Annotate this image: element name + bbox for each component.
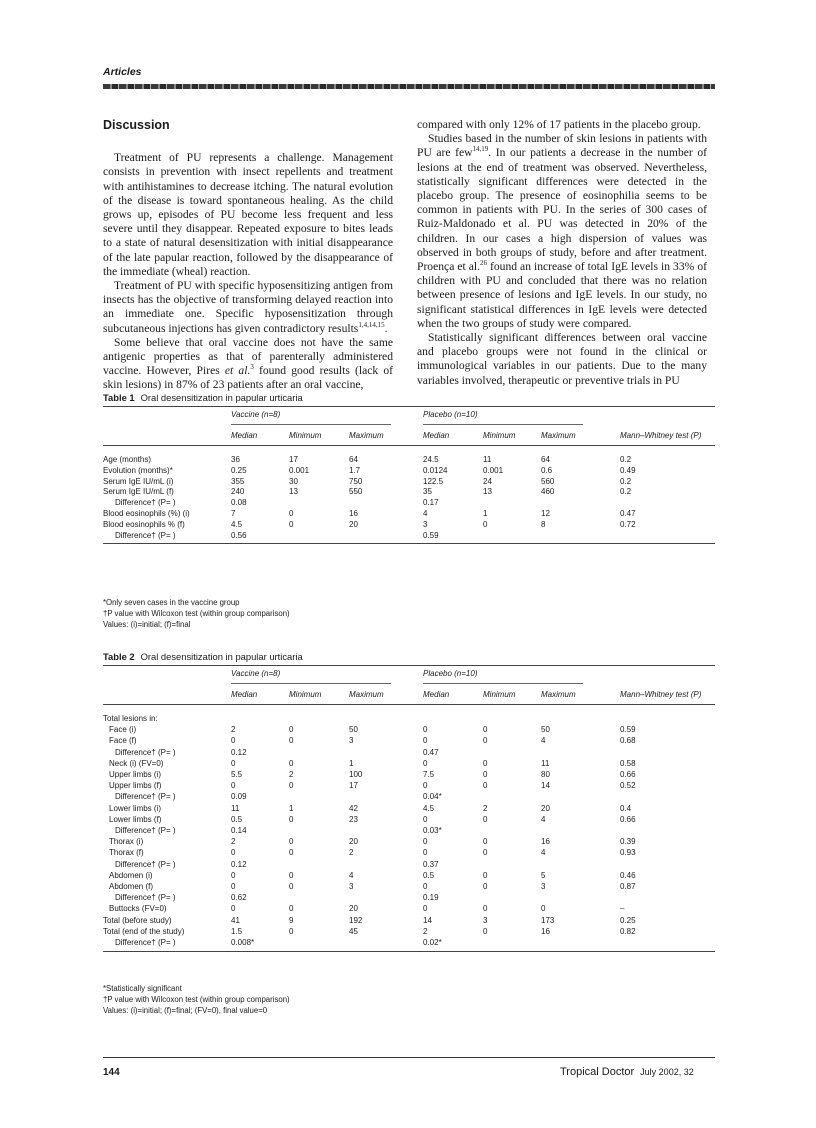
table-cell: 0 [423, 848, 428, 858]
table-cell: 24 [483, 476, 492, 486]
table-cell: 0 [231, 882, 236, 891]
paragraph-text: Some believe that oral vaccine does not have the same antigenic properties as that of parenterally administered vaccine. However, Pires [103, 335, 393, 378]
group-header-vaccine: Vaccine (n=8) [231, 410, 281, 419]
table1-footnotes [103, 597, 290, 630]
table-cell: 0.49 [620, 465, 636, 475]
row-label: Difference† (P= ) [115, 938, 176, 947]
table-rule-top [103, 406, 715, 407]
paragraph [417, 118, 707, 132]
table-footnote: Values: (i)=initial; (f)=final [103, 620, 191, 629]
table-cell: 2 [231, 837, 236, 847]
table-cell: 4 [423, 509, 428, 518]
table-cell: 64 [349, 455, 358, 464]
table-cell: 0.001 [289, 465, 310, 475]
table-cell: 0.14 [231, 826, 247, 835]
table-cell: 0 [231, 870, 236, 880]
column-header: Median [231, 431, 258, 440]
table-cell: 17 [289, 455, 298, 464]
table-cell: 50 [349, 725, 358, 735]
table-cell: 0 [289, 519, 294, 529]
row-label: Lower limbs (i) [109, 803, 162, 813]
table-cell: 0.0124 [423, 465, 448, 475]
table-cell: 16 [541, 926, 550, 936]
table-cell: 173 [541, 915, 555, 925]
table-cell: 36 [231, 455, 240, 464]
table-cell: 0.4 [620, 803, 632, 813]
row-label: Upper limbs (i) [109, 770, 162, 779]
table-cell: 0 [483, 870, 488, 880]
row-label: Total (before study) [103, 915, 172, 925]
table-cell: 4.5 [423, 803, 435, 813]
table-cell: 0 [231, 758, 236, 768]
table-cell: 0 [423, 837, 428, 847]
table-cell: 0 [423, 814, 428, 824]
table-footnote: Values: (i)=initial; (f)=final; (FV=0), final value=0 [103, 1006, 268, 1015]
column-header: Median [423, 690, 450, 699]
row-label: Upper limbs (f) [109, 781, 162, 791]
table-cell: 17 [349, 781, 358, 791]
table-cell: 0 [483, 848, 488, 858]
journal-issue: July 2002, 32 [640, 1067, 694, 1077]
table-cell: 0.5 [231, 814, 243, 824]
column-header: Maximum [349, 690, 384, 699]
table-cell: 0.02* [423, 938, 442, 947]
table-rule-header [103, 445, 715, 446]
table-cell: 0 [483, 926, 488, 936]
row-label: Serum IgE IU/mL (i) [103, 476, 174, 486]
table-cell: 8 [541, 519, 546, 529]
table-cell: 0 [231, 781, 236, 791]
table1-label: Table 1 [103, 392, 135, 403]
table-cell: 16 [349, 509, 358, 518]
column-header: Median [231, 690, 258, 699]
group-rule-vaccine [231, 424, 391, 425]
citation-ref: 1,4,14,15 [358, 320, 385, 329]
row-label: Buttocks (FV=0) [109, 904, 167, 914]
table-cell: 0 [483, 758, 488, 768]
table-cell: 0.19 [423, 893, 439, 903]
table-cell: 355 [231, 476, 245, 486]
group-rule-vaccine [231, 683, 391, 684]
table-footnote: *Only seven cases in the vaccine group [103, 598, 240, 607]
table-cell: 0.47 [620, 509, 636, 518]
table-cell: 0 [483, 725, 488, 735]
table-cell: 11 [483, 455, 492, 464]
table-cell: 0 [289, 509, 294, 518]
table-cell: 20 [349, 519, 358, 529]
header-rule [103, 84, 715, 89]
table-cell: 460 [541, 487, 555, 497]
row-label: Neck (i) (FV=0) [109, 758, 164, 768]
table-cell: 0.66 [620, 770, 636, 779]
row-label: Thorax (i) [109, 837, 144, 847]
column-header: Maximum [349, 431, 384, 440]
table-cell: 80 [541, 770, 550, 779]
table1-caption [103, 392, 303, 403]
table-cell: – [620, 904, 625, 914]
table-cell: 122.5 [423, 476, 444, 486]
table-cell: 0 [231, 848, 236, 858]
table-cell: 0 [423, 882, 428, 891]
column-header: Maximum [541, 431, 576, 440]
table-cell: 0.2 [620, 455, 632, 464]
paragraph-text: compared with only 12% of 17 patients in the placebo group. [417, 118, 701, 131]
table-cell: 1 [483, 509, 488, 518]
paragraph-text: Statistically significant differences between oral vaccine and placebo groups were not found in the clinical or immunological variables in our patients. Due to the many variables involved, therapeutic or preventive trials in PU [417, 331, 707, 387]
table1-title: Oral desensitization in papular urticaria [140, 392, 303, 403]
paragraph [103, 336, 393, 393]
table-cell: 0.39 [620, 837, 636, 847]
table-cell: 0.08 [231, 498, 247, 508]
table2-footnotes [103, 983, 290, 1016]
table-cell: 12 [541, 509, 550, 518]
table-cell: 0.72 [620, 519, 636, 529]
paragraph-text: . [384, 321, 388, 335]
table-cell: 0.25 [231, 465, 247, 475]
row-label: Difference† (P= ) [115, 826, 176, 835]
table-cell: 42 [349, 803, 358, 813]
table-cell: 0 [483, 837, 488, 847]
page-number: 144 [103, 1067, 120, 1078]
table-cell: 0 [483, 736, 488, 746]
table-cell: 0.001 [483, 465, 504, 475]
table-cell: 0.46 [620, 870, 636, 880]
table-cell: 0 [423, 781, 428, 791]
table-rule-top [103, 665, 715, 666]
group-rule-placebo [423, 424, 583, 425]
table-cell: 100 [349, 770, 363, 779]
table-cell: 550 [349, 487, 363, 497]
group-header-placebo: Placebo (n=10) [423, 410, 478, 419]
table-cell: 13 [289, 487, 298, 497]
table-rule-header [103, 704, 715, 705]
table-cell: 0 [289, 882, 294, 891]
row-label: Total (end of the study) [103, 926, 185, 936]
table-cell: 11 [541, 758, 550, 768]
row-label: Face (f) [109, 736, 137, 746]
table-cell: 0.12 [231, 747, 247, 757]
table-cell: 0 [231, 904, 236, 914]
table-cell: 20 [349, 837, 358, 847]
column-header: Mann–Whitney test (P) [620, 690, 702, 699]
table-cell: 20 [349, 904, 358, 914]
table-cell: 7 [231, 509, 236, 518]
table-cell: 14 [423, 915, 432, 925]
table-cell: 0.2 [620, 487, 632, 497]
paragraph-text: Treatment of PU represents a challenge. Management consists in prevention with insect repellents and treatment with antihistamines to decrease itching. The natural evolution of the disease is toward spontaneous healing. As the child grows up, episodes of PU become less frequent and less severe until they disappear. Repeated exposure to bites leads to a state of natural desensitization with initial disappearance of the late papular reaction, followed by the disappearance of the immediate (wheal) reaction. [103, 151, 393, 278]
table-cell: 7.5 [423, 770, 435, 779]
table-cell: 192 [349, 915, 363, 925]
table-cell: 3 [349, 736, 354, 746]
table-cell: 0.2 [620, 476, 632, 486]
group-header-placebo: Placebo (n=10) [423, 669, 478, 678]
table-cell: 0.008* [231, 938, 255, 947]
table-cell: 0 [423, 725, 428, 735]
discussion-heading: Discussion [103, 118, 170, 132]
table-cell: 0 [483, 814, 488, 824]
table-cell: 0 [483, 781, 488, 791]
row-label: Difference† (P= ) [115, 859, 176, 869]
group-header-vaccine: Vaccine (n=8) [231, 669, 281, 678]
row-label: Abdomen (f) [109, 882, 154, 891]
table-cell: 14 [541, 781, 550, 791]
table-cell: 0.12 [231, 859, 247, 869]
table-cell: 41 [231, 915, 240, 925]
table-cell: 5 [541, 870, 546, 880]
table-cell: 0 [483, 882, 488, 891]
column-header: Median [423, 431, 450, 440]
table-footnote: †P value with Wilcoxon test (within group comparison) [103, 609, 290, 618]
discussion-right-column [417, 118, 707, 388]
footer-rule [103, 1057, 715, 1058]
paragraph-text: found good results (lack of skin lesions) in 87% of 23 patients after an oral vaccine, [103, 364, 394, 392]
journal-name [560, 1066, 694, 1078]
journal-title: Tropical Doctor [560, 1066, 635, 1078]
row-label: Total lesions in: [103, 714, 158, 723]
table-cell: 4 [349, 870, 354, 880]
table-cell: 0.6 [541, 465, 553, 475]
table-cell: 240 [231, 487, 245, 497]
citation-ref: 26 [479, 259, 487, 268]
citation-ref: 14,19 [472, 145, 489, 154]
column-header: Mann–Whitney test (P) [620, 431, 702, 440]
paragraph [103, 279, 393, 336]
table-cell: 0.5 [423, 870, 435, 880]
table-cell: 4 [541, 814, 546, 824]
table-cell: 4.5 [231, 519, 243, 529]
table-cell: 0.68 [620, 736, 636, 746]
column-header: Minimum [289, 690, 322, 699]
table-cell: 0.59 [620, 725, 636, 735]
section-label: Articles [103, 66, 142, 78]
row-label: Blood eosinophils % (f) [103, 519, 185, 529]
table-cell: 0 [289, 904, 294, 914]
table-cell: 4 [541, 736, 546, 746]
table-cell: 3 [349, 882, 354, 891]
row-label: Difference† (P= ) [115, 530, 176, 540]
paragraph-text: Studies based in the number of skin lesions in patients with PU are few [417, 132, 707, 160]
row-label: Evolution (months)* [103, 465, 173, 475]
table-cell: 45 [349, 926, 358, 936]
table-cell: 9 [289, 915, 294, 925]
table-cell: 30 [289, 476, 298, 486]
table-cell: 64 [541, 455, 550, 464]
paragraph [417, 331, 707, 388]
table-cell: 0.17 [423, 498, 439, 508]
table2-title: Oral desensitization in papular urticaria [140, 651, 303, 662]
table-cell: 2 [483, 803, 488, 813]
table2-caption [103, 651, 303, 662]
table-cell: 0 [289, 814, 294, 824]
row-label: Lower limbs (f) [109, 814, 162, 824]
table-cell: 23 [349, 814, 358, 824]
table-cell: 2 [231, 725, 236, 735]
table-cell: 35 [423, 487, 432, 497]
row-label: Serum IgE IU/mL (f) [103, 487, 174, 497]
row-label: Face (i) [109, 725, 137, 735]
table-cell: 0.03* [423, 826, 442, 835]
row-label: Difference† (P= ) [115, 792, 176, 802]
column-header: Minimum [483, 690, 516, 699]
paragraph-text: . In our patients a decrease in the number of lesions at the end of treatment was observed. Nevertheless, statistically significant differences were detected in the placebo group. The presence of eosinophilia seems to be common in patients with PU. In the series of 300 cases of Ruiz-Maldonado et al. PU was detected in 20% of the children. In our cases a high dispersion of values was observed in both groups of study, before and after treatment. Proença et al. [417, 146, 707, 274]
column-header: Minimum [483, 431, 516, 440]
row-label: Age (months) [103, 455, 152, 464]
table-cell: 0 [289, 926, 294, 936]
table-cell: 0 [289, 781, 294, 791]
table-cell: 0.09 [231, 792, 247, 802]
table-rule-bottom [103, 543, 715, 544]
table-cell: 0.37 [423, 859, 439, 869]
table-cell: 2 [423, 926, 428, 936]
table-cell: 16 [541, 837, 550, 847]
table-cell: 0.58 [620, 758, 636, 768]
table-cell: 20 [541, 803, 550, 813]
table-cell: 0 [289, 758, 294, 768]
table-cell: 4 [541, 848, 546, 858]
table-cell: 0.25 [620, 915, 636, 925]
paragraph-emphasis: et al. [224, 364, 251, 378]
table-cell: 1.7 [349, 465, 361, 475]
table-cell: 0 [289, 848, 294, 858]
table-cell: 560 [541, 476, 555, 486]
row-label: Thorax (f) [109, 848, 144, 858]
paragraph [417, 132, 707, 331]
table-rule-bottom [103, 951, 715, 952]
table-cell: 0 [483, 519, 488, 529]
table-cell: 5.5 [231, 770, 243, 779]
row-label: Difference† (P= ) [115, 498, 176, 508]
table-cell: 0 [289, 725, 294, 735]
table-cell: 50 [541, 725, 550, 735]
table-cell: 0.82 [620, 926, 636, 936]
table-cell: 0.59 [423, 530, 439, 540]
paragraph [103, 151, 393, 279]
table-cell: 1 [349, 758, 354, 768]
table-cell: 0 [423, 758, 428, 768]
table-cell: 0.87 [620, 882, 636, 891]
table-cell: 1.5 [231, 926, 243, 936]
table-cell: 0 [483, 770, 488, 779]
table-cell: 0 [289, 870, 294, 880]
table-cell: 0.66 [620, 814, 636, 824]
table-cell: 13 [483, 487, 492, 497]
table-cell: 0.62 [231, 893, 247, 903]
table-cell: 0 [483, 904, 488, 914]
column-header: Minimum [289, 431, 322, 440]
citation-ref: 3 [250, 363, 254, 372]
row-label: Difference† (P= ) [115, 893, 176, 903]
table-cell: 0 [289, 736, 294, 746]
table-cell: 0.52 [620, 781, 636, 791]
table-cell: 0.56 [231, 530, 247, 540]
row-label: Abdomen (i) [109, 870, 153, 880]
table-cell: 750 [349, 476, 363, 486]
table-cell: 0 [231, 736, 236, 746]
table-footnote: †P value with Wilcoxon test (within group comparison) [103, 995, 290, 1004]
table-cell: 24.5 [423, 455, 439, 464]
table-cell: 0 [541, 904, 546, 914]
discussion-left-column [103, 118, 393, 393]
table-cell: 0 [423, 904, 428, 914]
table-cell: 0.93 [620, 848, 636, 858]
table-cell: 11 [231, 803, 240, 813]
paragraph-text: Treatment of PU with specific hyposensitizing antigen from insects has the objective of transforming delayed reaction into an immediate one. Specific hyposensitization through subcutaneous injections has given contradictory results [103, 279, 393, 335]
table-cell: 1 [289, 803, 294, 813]
table-cell: 0.47 [423, 747, 439, 757]
row-label: Difference† (P= ) [115, 747, 176, 757]
table-cell: 0 [289, 837, 294, 847]
table-cell: 2 [289, 770, 294, 779]
group-rule-placebo [423, 683, 583, 684]
table2-label: Table 2 [103, 651, 135, 662]
table-cell: 0.04* [423, 792, 442, 802]
paragraph-text: found an increase of total IgE levels in 33% of children with PU and concluded that there was no relation between presence of lesions and IgE levels. In our study, no significant statistical differences in IgE levels were detected when the two groups of study were compared. [417, 260, 707, 330]
table-cell: 0 [423, 736, 428, 746]
row-label: Blood eosinophils (%) (i) [103, 509, 190, 518]
table-footnote: *Statistically significant [103, 984, 182, 993]
table-cell: 3 [483, 915, 488, 925]
table-cell: 3 [541, 882, 546, 891]
table-cell: 2 [349, 848, 354, 858]
table-cell: 3 [423, 519, 428, 529]
column-header: Maximum [541, 690, 576, 699]
